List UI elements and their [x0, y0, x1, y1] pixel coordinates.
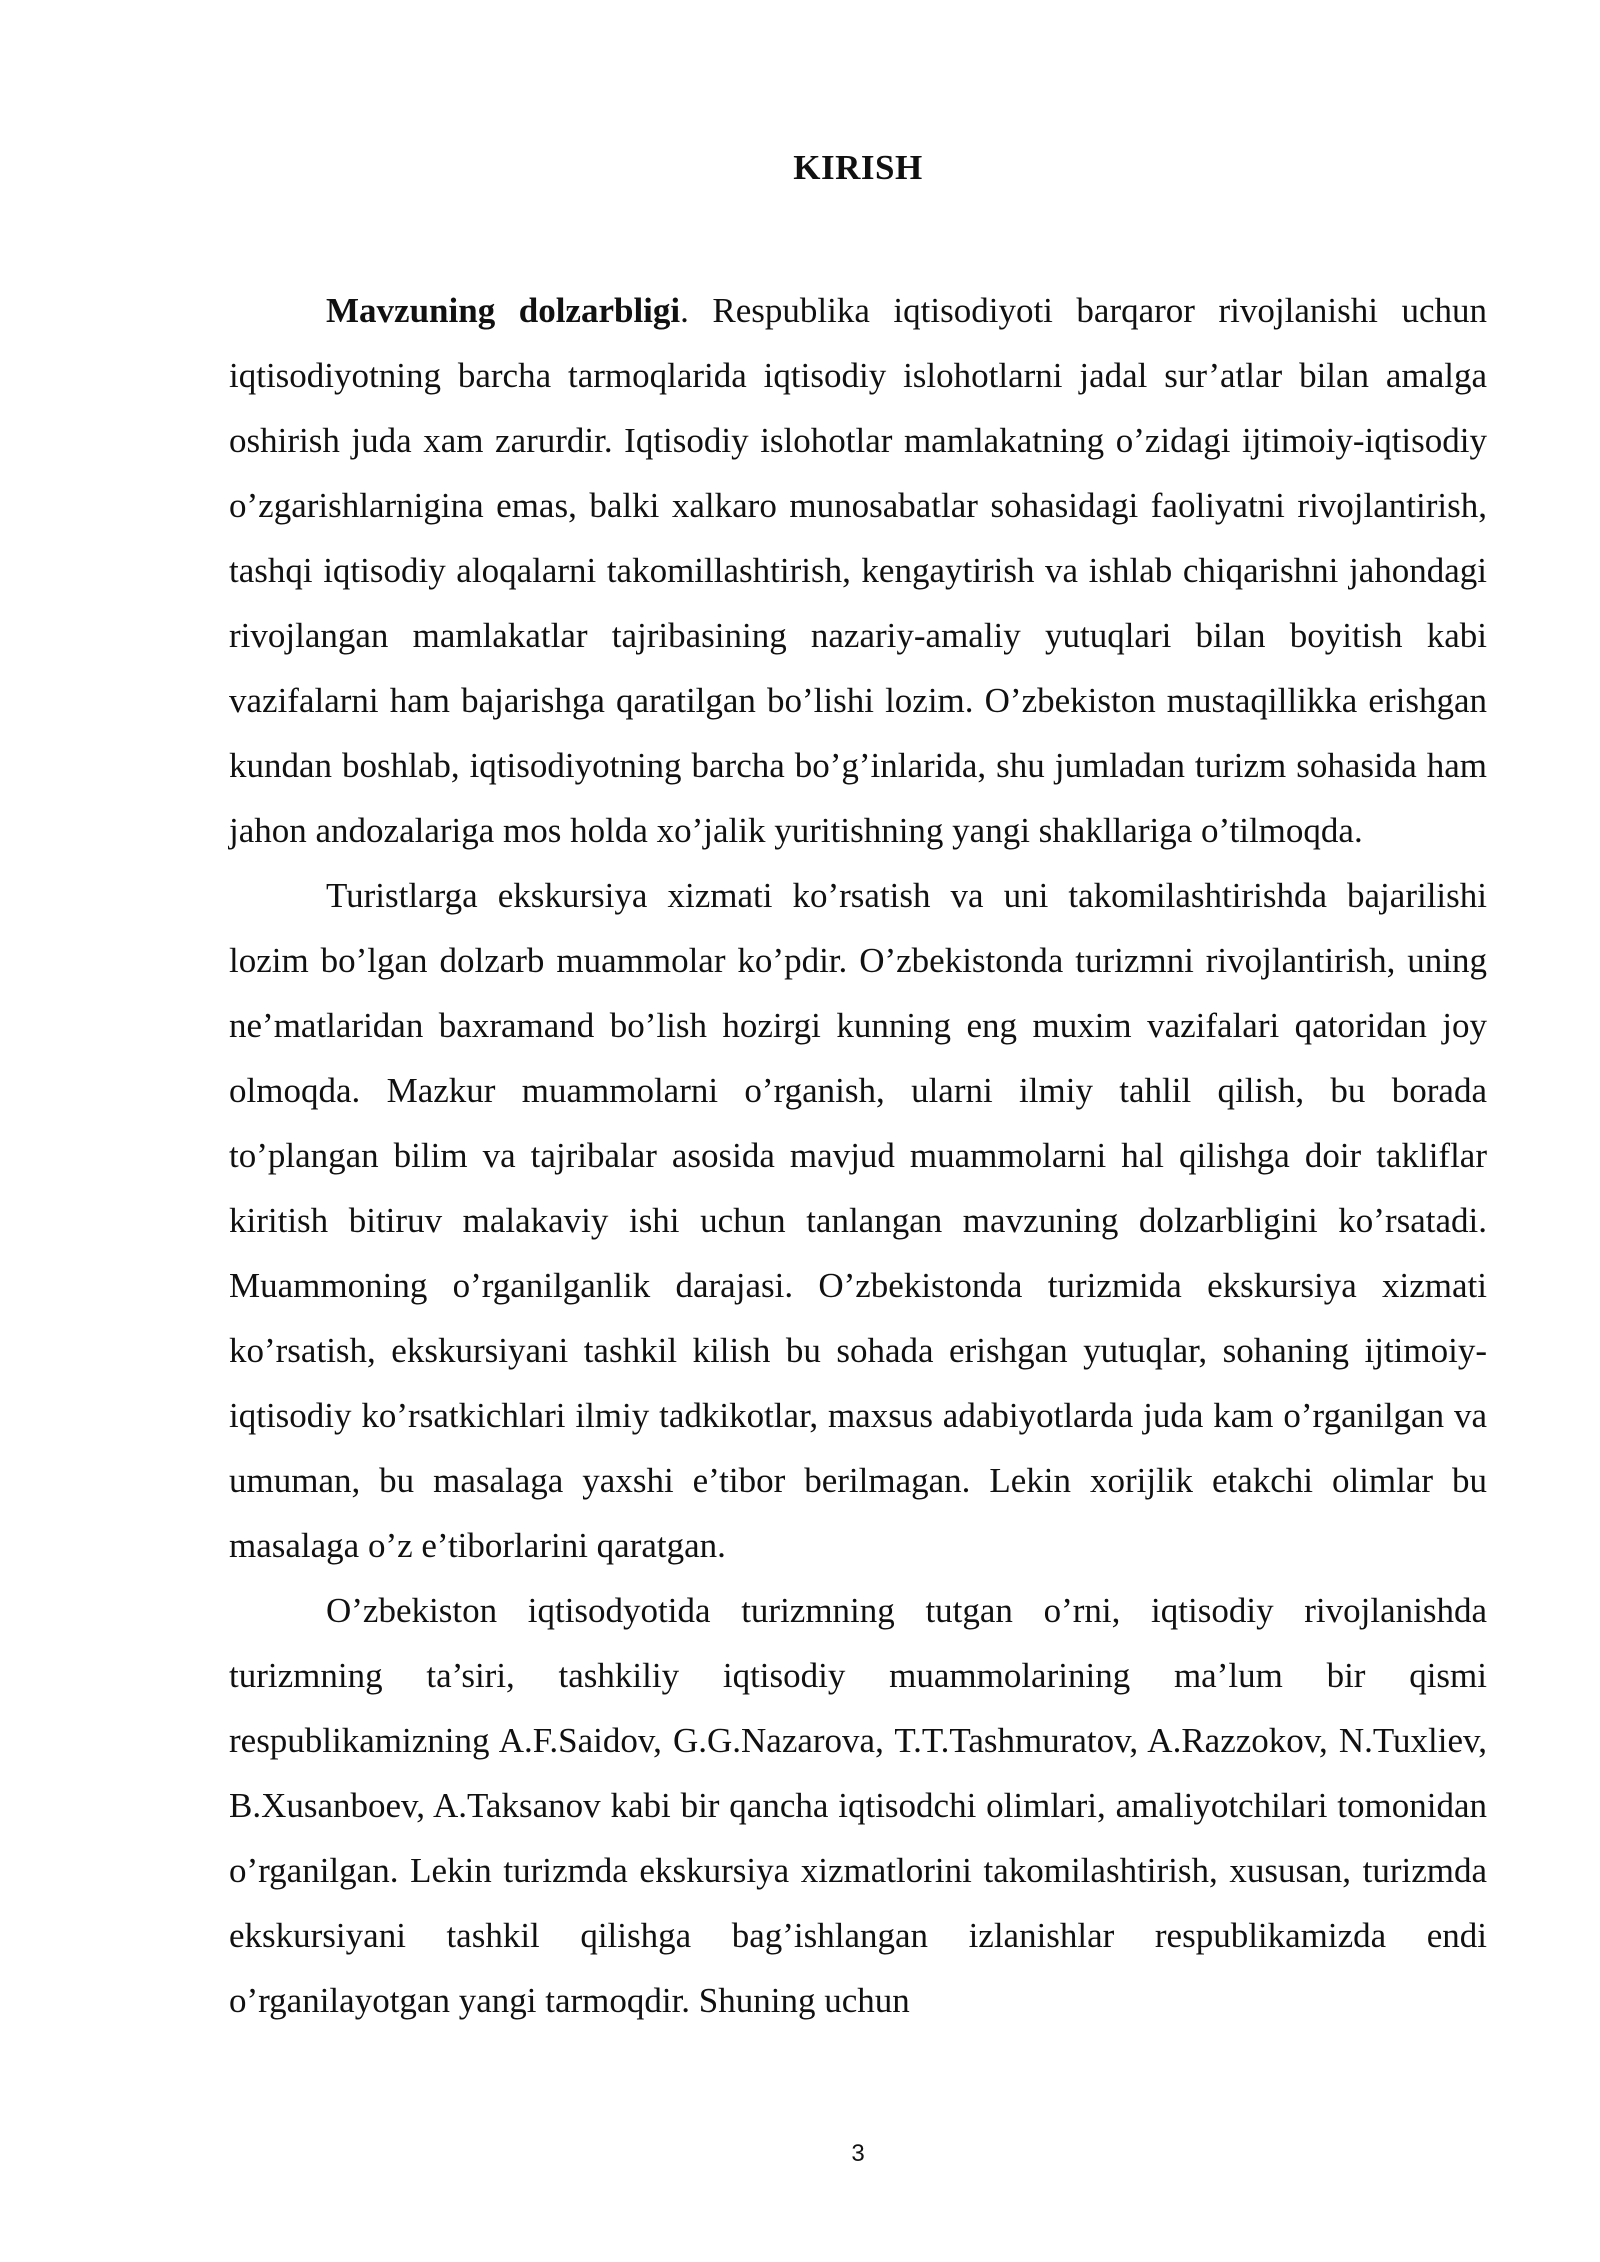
page-number: 3: [851, 2140, 865, 2167]
paragraph-text: . Respublika iqtisodiyoti barqaror rivojlanishi uchun iqtisodiyotning barcha tarmoqlarida iqtisodiy islohotlarni jadal sur’atlar bilan amalga oshirish juda xam zarurdir. Iqtisodiy islohotlar mamlakatning o’zidagi ijtimoiy-iqtisodiy o’zgarishlarnigina emas, balki xalkaro munosabatlar sohasidagi faoliyatni rivojlantirish, tashqi iqtisodiy aloqalarni takomillashtirish, kengaytirish va ishlab chiqarishni jahondagi rivojlangan mamlakatlar tajribasining nazariy-amaliy yutuqlari bilan boyitish kabi vazifalarni ham bajarishga qaratilgan bo’lishi lozim. O’zbekiston mustaqillikka erishgan kundan boshlab, iqtisodiyotning barcha bo’g’inlarida, shu jumladan turizm sohasida ham jahon andozalariga mos holda xo’jalik yuritishning yangi shakllariga o’tilmoqda.: [229, 291, 1487, 850]
body-text: [229, 278, 1487, 2033]
paragraph-lead-bold: Mavzuning dolzarbligi: [326, 291, 681, 330]
paragraph-text: O’zbekiston iqtisodyotida turizmning tutgan o’rni, iqtisodiy rivojlanishda turizmning ta’siri, tashkiliy iqtisodiy muammolarining ma’lum bir qismi respublikamizning A.F.Saidov, G.G.Nazarova, T.T.Tashmuratov, A.Razzokov, N.Tuxliev, B.Xusanboev, A.Taksanov kabi bir qancha iqtisodchi olimlari, amaliyotchilari tomonidan o’rganilgan. Lekin turizmda ekskursiya xizmatlorini takomilashtirish, xususan, turizmda ekskursiyani tashkil qilishga bag’ishlangan izlanishlar respublikamizda endi o’rganilayotgan yangi tarmoqdir. Shuning uchun: [229, 1591, 1487, 2020]
paragraph-text: Turistlarga ekskursiya xizmati ko’rsatish va uni takomilashtirishda bajarilishi lozim bo’lgan dolzarb muammolar ko’pdir. O’zbekistonda turizmni rivojlantirish, uning ne’matlaridan baxramand bo’lish hozirgi kunning eng muxim vazifalari qatoridan joy olmoqda. Mazkur muammolarni o’rganish, ularni ilmiy tahlil qilish, bu borada to’plangan bilim va tajribalar asosida mavjud muammolarni hal qilishga doir takliflar kiritish bitiruv malakaviy ishi uchun tanlangan mavzuning dolzarbligini ko’rsatadi. Muammoning o’rganilganlik darajasi. O’zbekistonda turizmida ekskursiya xizmati ko’rsatish, ekskursiyani tashkil kilish bu sohada erishgan yutuqlar, sohaning ijtimoiy-iqtisodiy ko’rsatkichlari ilmiy tadkikotlar, maxsus adabiyotlarda juda kam o’rganilgan va umuman, bu masalaga yaxshi e’tibor berilmagan. Lekin xorijlik etakchi olimlar bu masalaga o’z e’tiborlarini qaratgan.: [229, 876, 1487, 1565]
paragraph-relevance: [229, 278, 1487, 863]
page-title: KIRISH: [793, 148, 923, 187]
paragraph-problems: [229, 863, 1487, 1578]
paragraph-research: [229, 1578, 1487, 2033]
